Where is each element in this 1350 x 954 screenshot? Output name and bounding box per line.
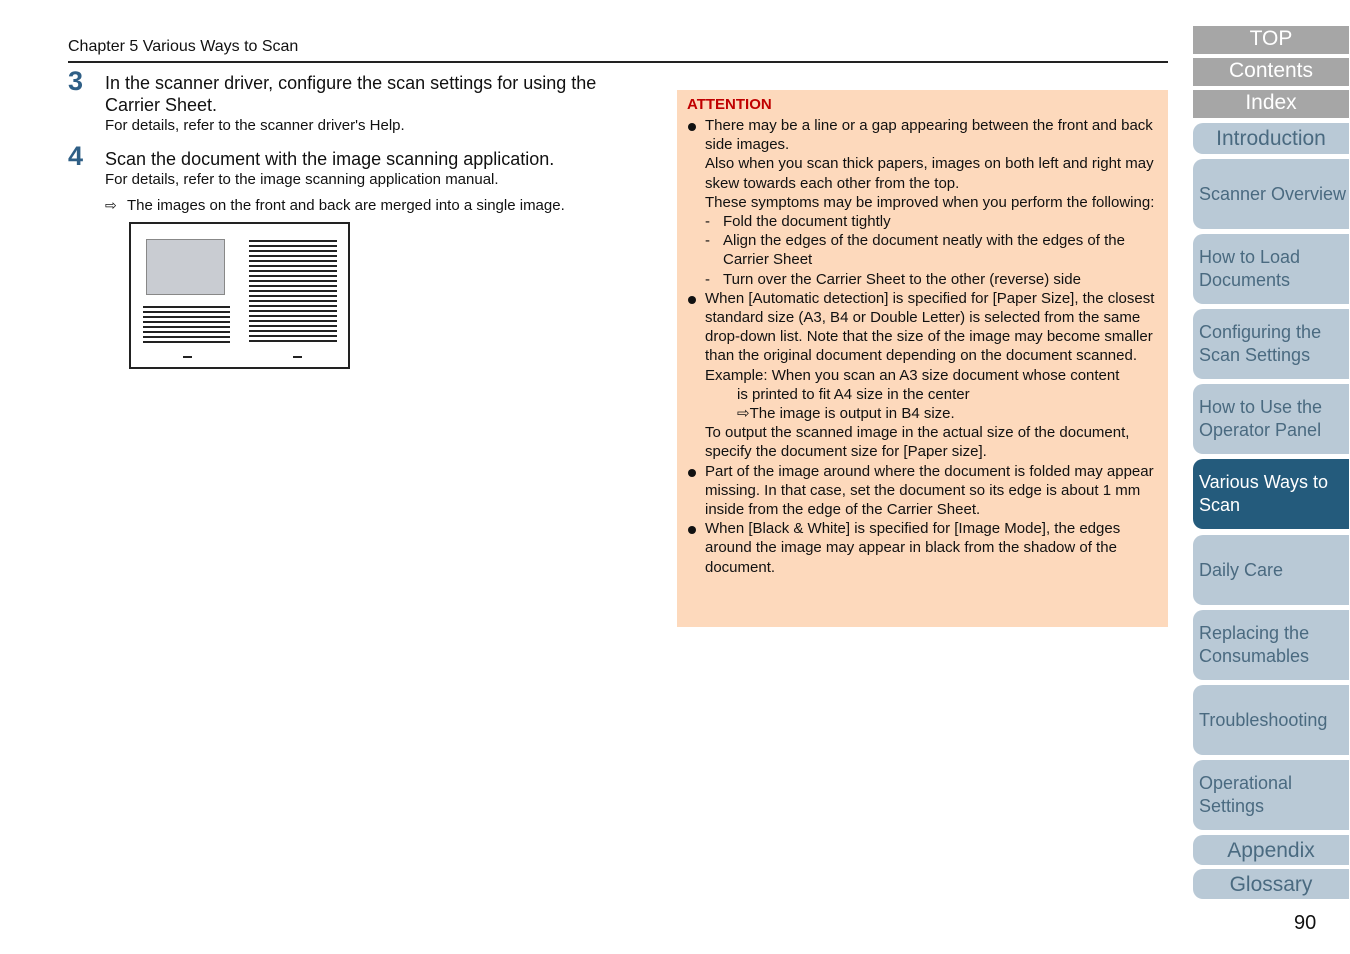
result-arrow-icon: ⇨ <box>105 197 117 213</box>
attention-box <box>677 90 1168 627</box>
attention-item: Part of the image around where the document is folded may appear missing. In that case, set the document so its edge is about 1 mm inside from the edge of the Carrier Sheet. <box>687 462 1162 520</box>
sub-item: - Align the edges of the document neatly with the edges of the Carrier Sheet <box>705 232 1125 269</box>
bullet-icon <box>688 296 696 304</box>
bullet-icon <box>688 469 696 477</box>
bullet-icon <box>688 526 696 534</box>
nav-index-button[interactable]: Index <box>1193 90 1349 118</box>
text-lines-left <box>143 306 230 346</box>
nav-top-button[interactable]: TOP <box>1193 26 1349 54</box>
nav-contents-button[interactable]: Contents <box>1193 58 1349 86</box>
nav-tab-daily-care[interactable]: Daily Care <box>1193 535 1349 605</box>
nav-tab-scanner-overview[interactable]: Scanner Overview <box>1193 159 1349 229</box>
attention-body <box>687 116 1162 577</box>
nav-tab-operator-panel[interactable]: How to Use the Operator Panel <box>1193 384 1349 454</box>
attention-item: There may be a line or a gap appearing between the front and back side images. Also when you scan thick papers, images on both left and right may skew towards each other from the top. These symptoms may be improved when you perform the following: - Fold the document tightly - Align the edges of the document neatly with the edges of the Carrier Sheet - Turn over the Carrier Sheet to the other (reverse) side <box>687 116 1162 289</box>
nav-tab-various-ways[interactable]: Various Ways to Scan <box>1193 459 1349 529</box>
step-detail: For details, refer to the image scanning application manual. <box>105 171 499 188</box>
attention-item: When [Automatic detection] is specified for [Paper Size], the closest standard size (A3, B4 or Double Letter) is selected from the same drop-down list. Note that the size of the image may become smaller than the original document depending on the document scanned. Example: When you scan an A3 size document whose content is printed to fit A4 size in the center ⇨The image is output in B4 size. To output the scanned image in the actual size of the document, specify the document size for [Paper size]. <box>687 289 1162 462</box>
header-rule <box>68 61 1168 63</box>
merged-image-illustration <box>129 222 350 369</box>
result-text: The images on the front and back are merged into a single image. <box>127 197 565 214</box>
step-number: 4 <box>68 141 84 171</box>
bullet-icon <box>688 123 696 131</box>
sub-item: - Turn over the Carrier Sheet to the other (reverse) side <box>705 270 1081 288</box>
sub-item: - Fold the document tightly <box>705 213 891 231</box>
nav-tab-how-to-load[interactable]: How to Load Documents <box>1193 234 1349 304</box>
nav-tab-operational[interactable]: Operational Settings <box>1193 760 1349 830</box>
text-lines-right <box>249 240 337 345</box>
attention-item: When [Black & White] is specified for [Image Mode], the edges around the image may appear in black from the shadow of the document. <box>687 519 1162 577</box>
page-number: 90 <box>1294 912 1317 934</box>
attention-title: ATTENTION <box>687 96 772 113</box>
page-mark-left <box>183 356 192 358</box>
step-number: 3 <box>68 66 84 96</box>
nav-tab-glossary[interactable]: Glossary <box>1193 869 1349 899</box>
nav-tab-introduction[interactable]: Introduction <box>1193 123 1349 154</box>
nav-tab-configuring[interactable]: Configuring the Scan Settings <box>1193 309 1349 379</box>
nav-tab-replacing[interactable]: Replacing the Consumables <box>1193 610 1349 680</box>
chapter-header: Chapter 5 Various Ways to Scan <box>68 38 299 55</box>
page-mark-right <box>293 356 302 358</box>
nav-tab-appendix[interactable]: Appendix <box>1193 835 1349 865</box>
step-title: In the scanner driver, configure the scan settings for using the Carrier Sheet. <box>105 73 597 115</box>
picture-placeholder <box>146 239 225 295</box>
step-title: Scan the document with the image scanning application. <box>105 149 555 169</box>
result-note <box>105 196 565 215</box>
nav-tab-troubleshooting[interactable]: Troubleshooting <box>1193 685 1349 755</box>
step-detail: For details, refer to the scanner driver's Help. <box>105 117 405 134</box>
